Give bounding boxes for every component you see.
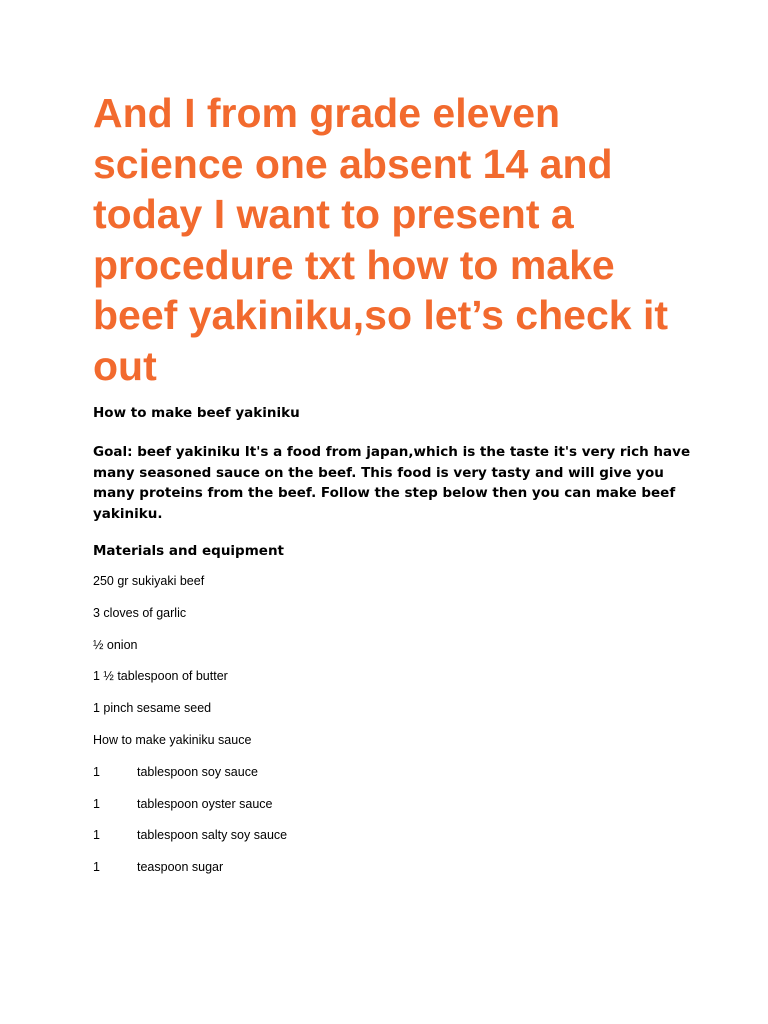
- list-item: 250 gr sukiyaki beef: [93, 574, 205, 588]
- sauce-row: [93, 764, 693, 796]
- recipe-heading: How to make beef yakiniku: [93, 405, 300, 421]
- materials-list: [93, 573, 693, 764]
- sauce-list: [93, 764, 693, 891]
- page-title: And I from grade eleven science one absent 14 and today I want to present a procedure txt how to make beef yakiniku,so let’s check it out: [93, 90, 669, 389]
- list-item: ½ onion: [93, 637, 138, 652]
- sauce-ingredient: tablespoon soy sauce: [137, 764, 258, 779]
- sauce-row: [93, 796, 693, 828]
- list-item: 1 pinch sesame seed: [93, 701, 212, 716]
- list-item: 1 ½ tablespoon of butter: [93, 669, 228, 684]
- document-content: [93, 88, 693, 891]
- sauce-ingredient: tablespoon oyster sauce: [137, 796, 273, 811]
- sauce-quantity: 1: [93, 796, 100, 811]
- sauce-row: [93, 827, 693, 859]
- materials-heading: Materials and equipment: [93, 543, 285, 559]
- goal-paragraph: Goal: beef yakiniku It's a food from japan,which is the taste it's very rich have many seasoned sauce on the beef. This food is very tasty and will give you many proteins from the beef. Follow the step below then you can make beef yakiniku.: [93, 444, 691, 522]
- sauce-subheading: How to make yakiniku sauce: [93, 732, 252, 747]
- sauce-quantity: 1: [93, 764, 100, 779]
- sauce-row: [93, 859, 693, 891]
- sauce-quantity: 1: [93, 860, 100, 875]
- sauce-ingredient: teaspoon sugar: [137, 860, 224, 875]
- sauce-ingredient: tablespoon salty soy sauce: [137, 828, 288, 843]
- list-item: 3 cloves of garlic: [93, 605, 187, 620]
- sauce-quantity: 1: [93, 828, 100, 843]
